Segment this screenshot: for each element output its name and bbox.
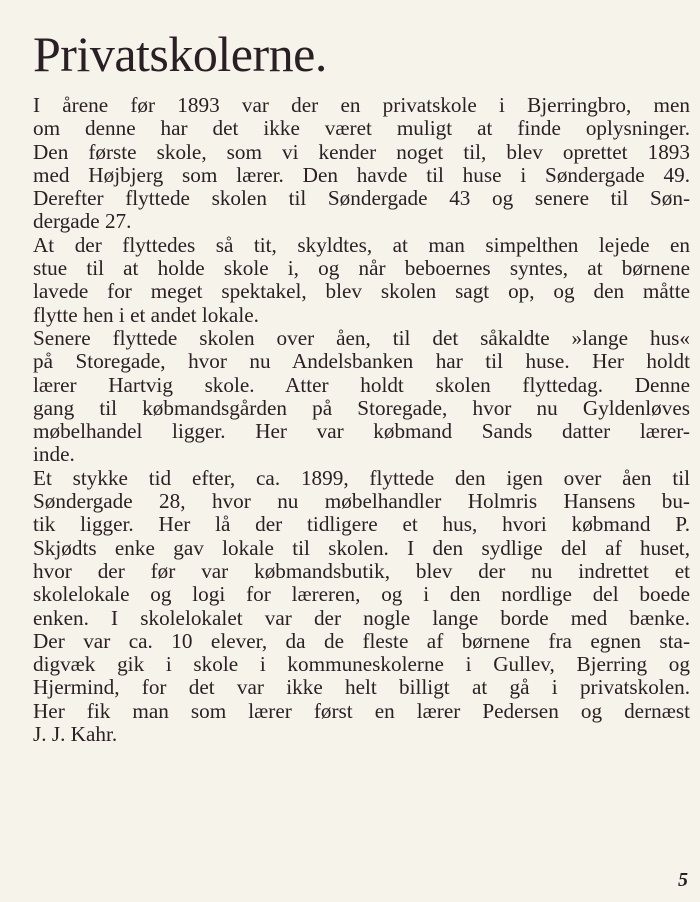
text-line: Senere flyttede skolen over åen, til det såkaldte »lange hus«: [33, 325, 690, 350]
text-line: flytte hen i et andet lokale.: [33, 302, 259, 327]
page-title: Privatskolerne.: [33, 26, 327, 82]
text-line: Den første skole, som vi kender noget til, blev oprettet 1893: [33, 139, 690, 164]
text-line: Søndergade 28, hvor nu møbelhandler Holmris Hansens bu-: [33, 489, 690, 514]
text-line: med Højbjerg som lærer. Den havde til huse i Søndergade 49.: [33, 162, 690, 187]
text-line: om denne har det ikke været muligt at finde oplysninger.: [33, 116, 690, 141]
text-line: tik ligger. Her lå der tidligere et hus, hvori købmand P.: [33, 512, 690, 537]
text-line: Skjødts enke gav lokale til skolen. I den sydlige del af huset,: [33, 535, 690, 560]
text-line: Der var ca. 10 elever, da de fleste af børnene fra egnen sta-: [33, 628, 690, 653]
text-line: gang til købmandsgården på Storegade, hvor nu Gyldenløves: [33, 395, 690, 420]
text-line: lavede for meget spektakel, blev skolen sagt op, og den måtte: [33, 279, 690, 304]
text-line: hvor der før var købmandsbutik, blev der nu indrettet et: [33, 558, 690, 583]
text-line: inde.: [33, 442, 75, 467]
text-line: dergade 27.: [33, 209, 132, 234]
text-line: Et stykke tid efter, ca. 1899, flyttede den igen over åen til: [33, 465, 690, 490]
text-line: Derefter flyttede skolen til Søndergade 43 og senere til Søn-: [33, 186, 690, 211]
text-line: I årene før 1893 var der en privatskole i Bjerringbro, men: [33, 93, 690, 117]
text-line: enken. I skolelokalet var der nogle lange borde med bænke.: [33, 605, 690, 630]
body-text: [33, 94, 690, 746]
text-line: At der flyttedes så tit, skyldtes, at man simpelthen lejede en: [33, 232, 690, 257]
text-line: møbelhandel ligger. Her var købmand Sands datter lærer-: [33, 419, 690, 444]
text-line: lærer Hartvig skole. Atter holdt skolen flyttedag. Denne: [33, 372, 690, 397]
page-number: 5: [678, 869, 688, 891]
text-line: stue til at holde skole i, og når beboernes syntes, at børnene: [33, 256, 690, 281]
text-line: Her fik man som lærer først en lærer Pedersen og dernæst: [33, 698, 690, 723]
text-line: J. J. Kahr.: [33, 722, 118, 747]
text-line: skolelokale og logi for læreren, og i den nordlige del boede: [33, 582, 690, 607]
text-line: Hjermind, for det var ikke helt billigt at gå i privatskolen.: [33, 675, 690, 700]
text-line: på Storegade, hvor nu Andelsbanken har til huse. Her holdt: [33, 349, 690, 374]
text-line: digvæk gik i skole i kommuneskolerne i Gullev, Bjerring og: [33, 652, 690, 677]
